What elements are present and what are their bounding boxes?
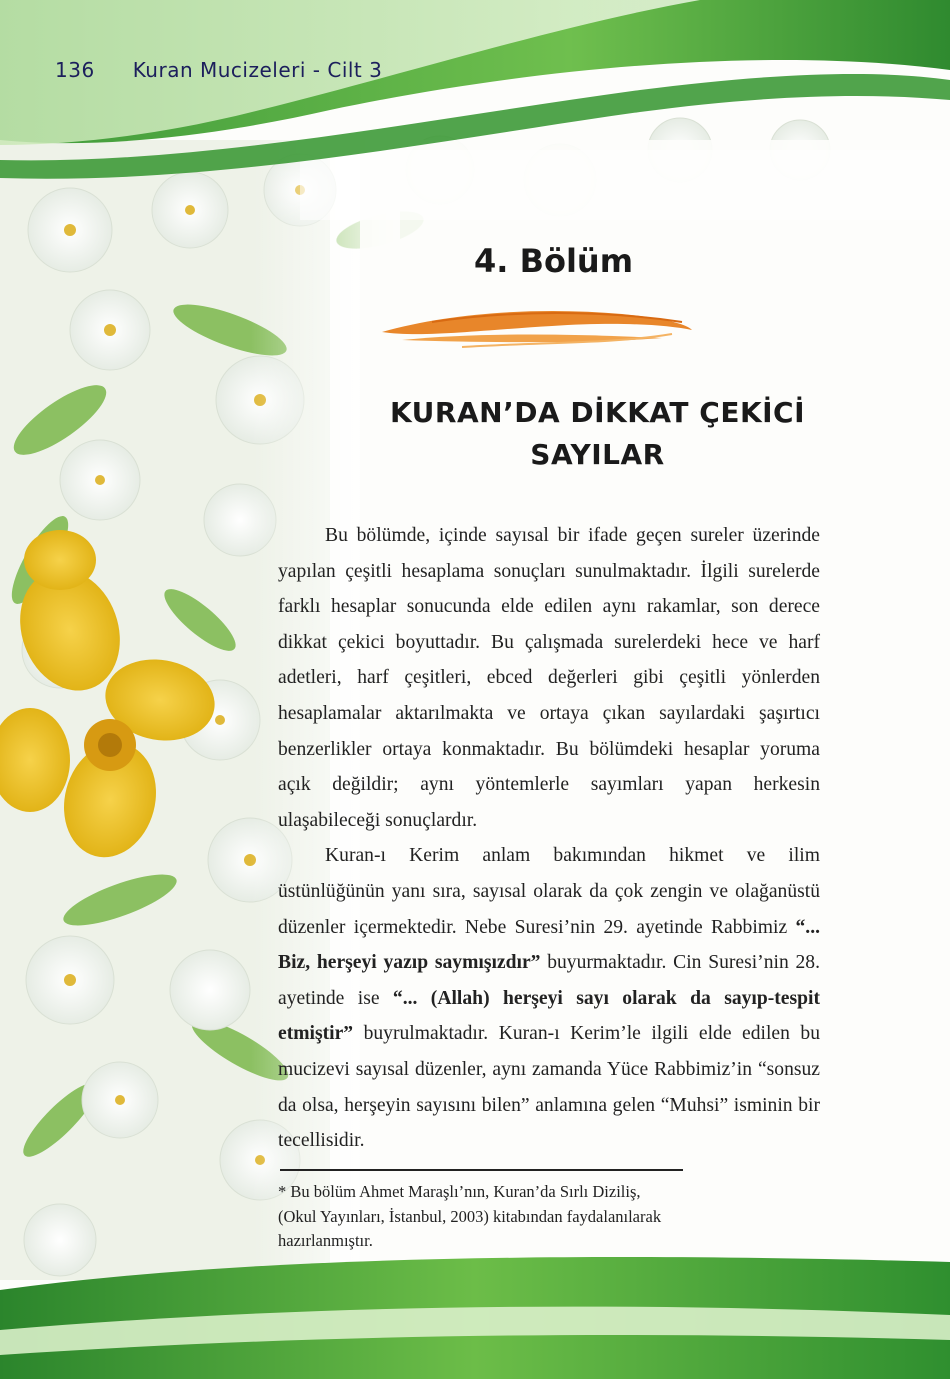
swirl-ornament-icon: [362, 292, 712, 362]
book-title: Kuran Mucizeleri - Cilt 3: [132, 58, 383, 82]
footnote-line-1: * Bu bölüm Ahmet Maraşlı’nın, Kuran’da Sırlı Diziliş,: [278, 1182, 641, 1201]
p2-text-c: buyrulmaktadır. Kuran-ı Kerim’le ilgili elde edilen bu mucizevi sayısal düzenler, aynı zamanda Yüce Rabbimiz’in “sonsuz da olsa, herşeyin sayısını bilen” anlamına gelen “Muhsi” isminin bir tecellisidir.: [278, 1023, 820, 1152]
chapter-title-line-2: SAYILAR: [530, 438, 665, 471]
p2-quote-2: “... (Allah) herşeyi sayı olarak da sayıp-tespit etmiştir”: [278, 987, 820, 1045]
paragraph-1: Bu bölümde, içinde sayısal bir ifade geçen sureler üzerinde yapılan çeşitli hesaplama sonuçları sunulmaktadır. İlgili surelerde farklı hesaplar sonucunda elde edilen aynı rakamlar, son derece dikkat çekici boyuttadır. Bu çalışmada surelerdeki hece ve harf adetleri, harf çeşitleri, ebced değerleri gibi çeşitli yönlerden hesaplamalar aktarılmakta ve ortaya çıkan sayılardaki şaşırtıcı benzerlikler ortaya konmaktadır. Bu bölümdeki hesaplar yoruma açık değildir; aynı yöntemlerle sayımları yapan herkesin ulaşabileceği sonuçlardır.: [278, 525, 820, 831]
p2-quote-1: “... Biz, herşeyi yazıp saymışızdır”: [278, 916, 820, 974]
chapter-title-line-1: KURAN’DA DİKKAT ÇEKİCİ: [389, 396, 806, 429]
footnote-line-3: hazırlanmıştır.: [278, 1231, 373, 1250]
footnote: [278, 1180, 798, 1254]
chapter-label: 4. Bölüm: [474, 242, 634, 280]
body-text: [278, 518, 820, 1159]
paragraph-2: [278, 838, 820, 1158]
running-header: [55, 58, 382, 82]
p2-text-a: Kuran-ı Kerim anlam bakımından hikmet ve ilim üstünlüğünün yanı sıra, sayısal olarak da çok zengin ve olağanüstü düzenler içermektedir. Nebe Suresi’nin 29. ayetinde Rabbimiz: [278, 845, 820, 938]
footnote-divider: [280, 1169, 683, 1171]
chapter-title: [300, 392, 895, 476]
p2-text-b: buyurmaktadır. Cin Suresi’nin 28. ayetinde ise: [278, 952, 820, 1009]
footnote-line-2: (Okul Yayınları, İstanbul, 2003) kitabından faydalanılarak: [278, 1206, 662, 1226]
page-number: 136: [55, 58, 95, 82]
